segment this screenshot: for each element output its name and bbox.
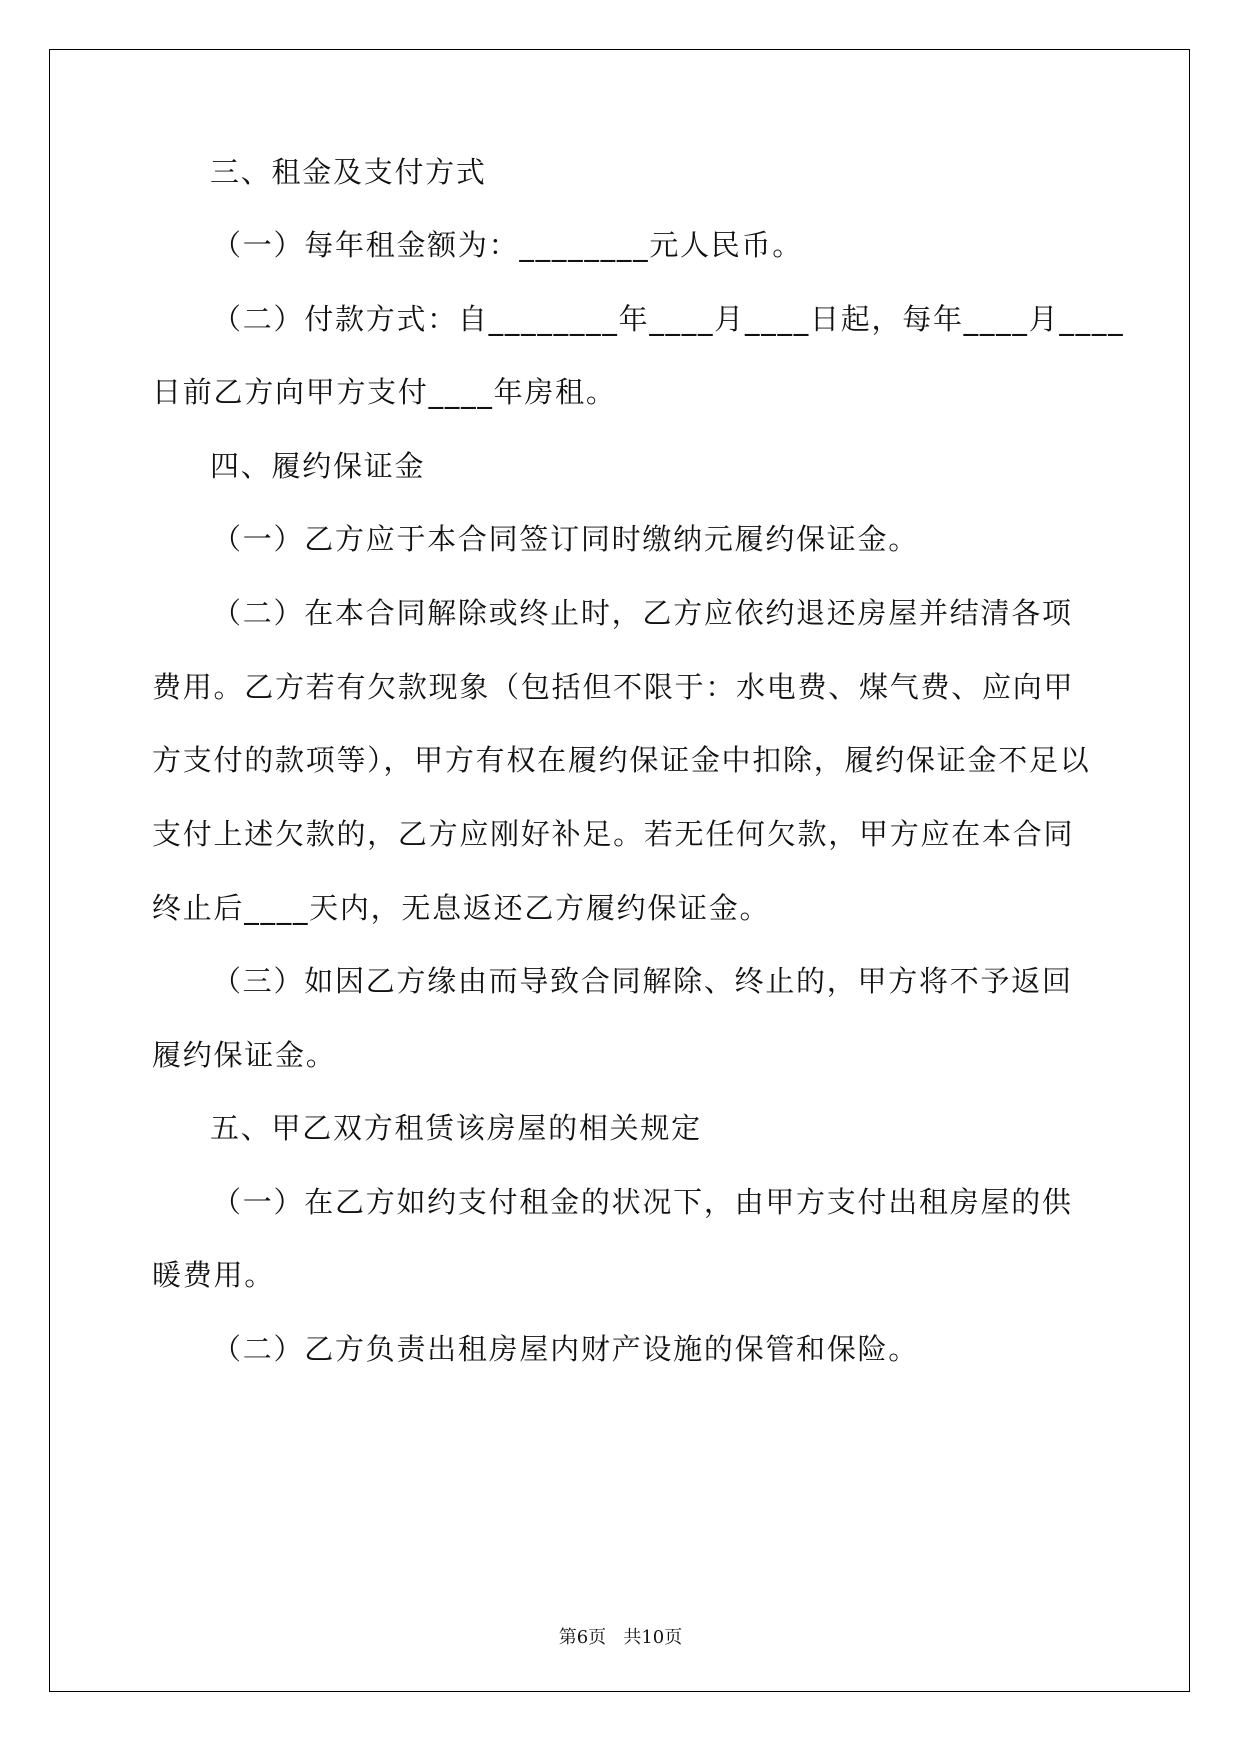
rent-clause-2-cont: 日前乙方向甲方支付____年房租。 xyxy=(152,375,617,409)
deposit-clause-2: （二）在本合同解除或终止时，乙方应依约退还房屋并结清各项 xyxy=(212,596,1073,630)
section-heading-rent: 三、租金及支付方式 xyxy=(210,155,487,189)
section-heading-deposit: 四、履约保证金 xyxy=(210,449,426,483)
regulation-clause-1: （一）在乙方如约支付租金的状况下，由甲方支付出租房屋的供 xyxy=(212,1185,1073,1219)
regulation-clause-1-cont: 暖费用。 xyxy=(152,1258,275,1292)
deposit-clause-2-cont-2: 方支付的款项等），甲方有权在履约保证金中扣除，履约保证金不足以 xyxy=(152,743,1091,777)
regulation-clause-2: （二）乙方负责出租房屋内财产设施的保管和保险。 xyxy=(212,1332,920,1366)
rent-clause-1: （一）每年租金额为：________元人民币。 xyxy=(212,228,804,262)
deposit-clause-3-cont: 履约保证金。 xyxy=(152,1038,337,1072)
page-border xyxy=(49,49,1190,1692)
rent-clause-2: （二）付款方式：自________年____月____日起，每年____月____ xyxy=(212,302,1125,336)
page-number-footer: 第6页 共10页 xyxy=(558,1627,683,1648)
deposit-clause-1: （一）乙方应于本合同签订同时缴纳元履约保证金。 xyxy=(212,522,920,556)
deposit-clause-2-cont-3: 支付上述欠款的，乙方应刚好补足。若无任何欠款，甲方应在本合同 xyxy=(152,817,1075,851)
deposit-clause-2-cont-1: 费用。乙方若有欠款现象（包括但不限于：水电费、煤气费、应向甲 xyxy=(152,670,1075,704)
section-heading-regulations: 五、甲乙双方租赁该房屋的相关规定 xyxy=(210,1111,702,1145)
deposit-clause-3: （三）如因乙方缘由而导致合同解除、终止的，甲方将不予返回 xyxy=(212,964,1073,998)
deposit-clause-2-cont-4: 终止后____天内，无息返还乙方履约保证金。 xyxy=(152,891,771,925)
